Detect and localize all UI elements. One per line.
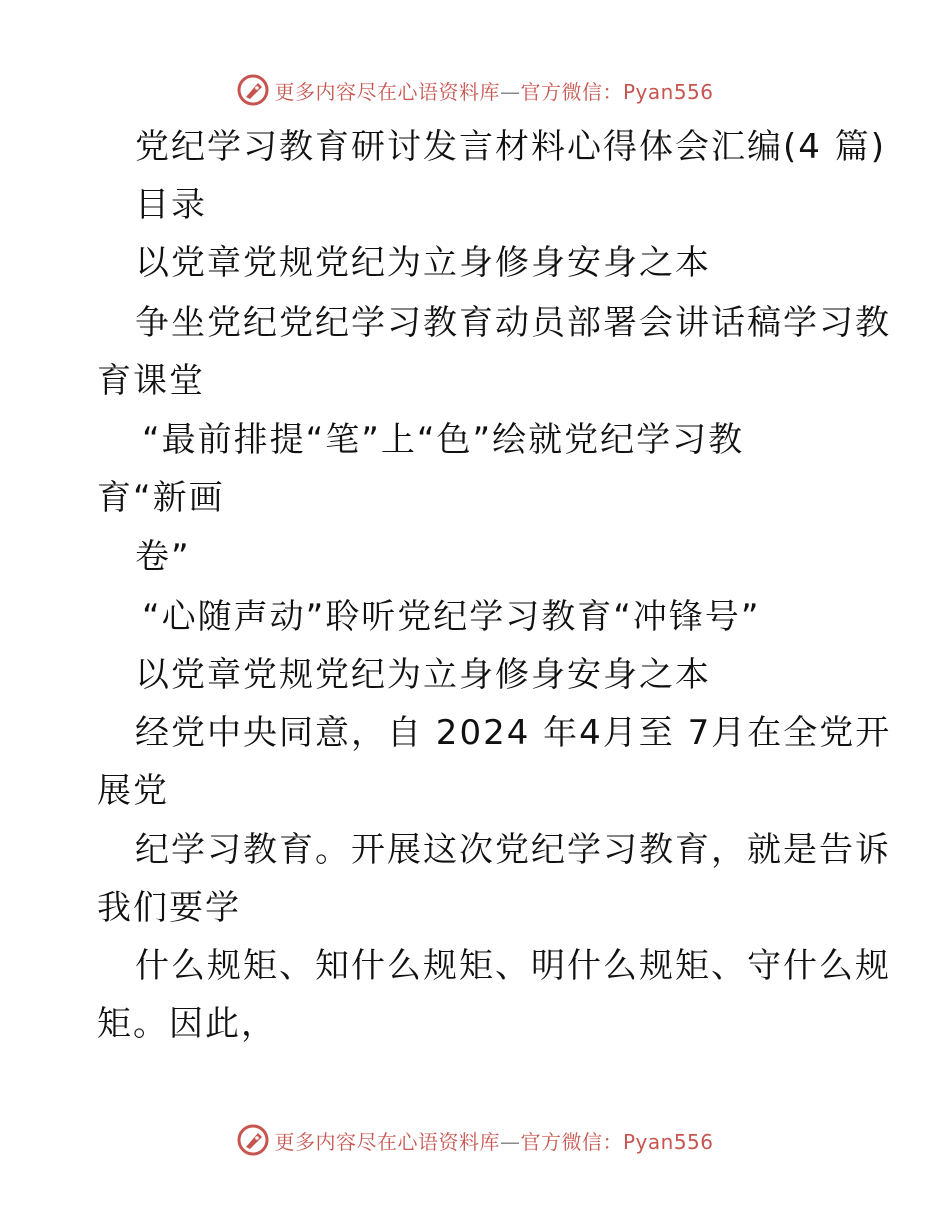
toc-item: “心随声动”聆听党纪学习教育“冲锋号” [142, 597, 761, 637]
watermark-contact-id: Pyan556 [622, 79, 714, 104]
watermark-site-text: 更多内容尽在心语资料库 [274, 1129, 500, 1154]
paragraph-line: 纪学习教育。开展这次党纪学习教育，就是告诉 [135, 830, 891, 870]
paragraph-line: 经党中央同意，自 2024 年4月至 7月在全党开 [135, 713, 892, 753]
toc-item: 以党章党规党纪为立身修身安身之本 [135, 243, 711, 283]
watermark-separator: — [499, 1129, 521, 1154]
paragraph-line: 什么规矩、知什么规矩、明什么规矩、守什么规 [135, 946, 891, 986]
watermark-contact-label: 官方微信： [520, 79, 623, 104]
paragraph-line: 我们要学 [97, 888, 241, 928]
watermark-contact-id: Pyan556 [622, 1129, 714, 1154]
toc-item: 争坐党纪党纪学习教育动员部署会讲话稿学习教 [135, 303, 891, 343]
toc-item: “最前排提“笔”上“色”绘就党纪学习教 [142, 420, 745, 460]
watermark-contact-label: 官方微信： [520, 1129, 623, 1154]
pen-nib-icon [236, 1123, 270, 1157]
toc-item: 育课堂 [97, 361, 205, 401]
section-heading: 以党章党规党纪为立身修身安身之本 [135, 655, 711, 695]
watermark-separator: — [499, 79, 521, 104]
paragraph-line: 展党 [97, 771, 169, 811]
footer-watermark [0, 1120, 950, 1160]
toc-heading: 目录 [135, 185, 207, 225]
toc-item: 育“新画 [97, 478, 225, 518]
paragraph-line: 矩。因此， [97, 1004, 277, 1044]
watermark-site-text: 更多内容尽在心语资料库 [274, 79, 500, 104]
toc-item: 卷” [135, 537, 191, 577]
document-title: 党纪学习教育研讨发言材料心得体会汇编(4 篇) [135, 127, 886, 167]
header-watermark [0, 70, 950, 110]
pen-nib-icon [236, 73, 270, 107]
